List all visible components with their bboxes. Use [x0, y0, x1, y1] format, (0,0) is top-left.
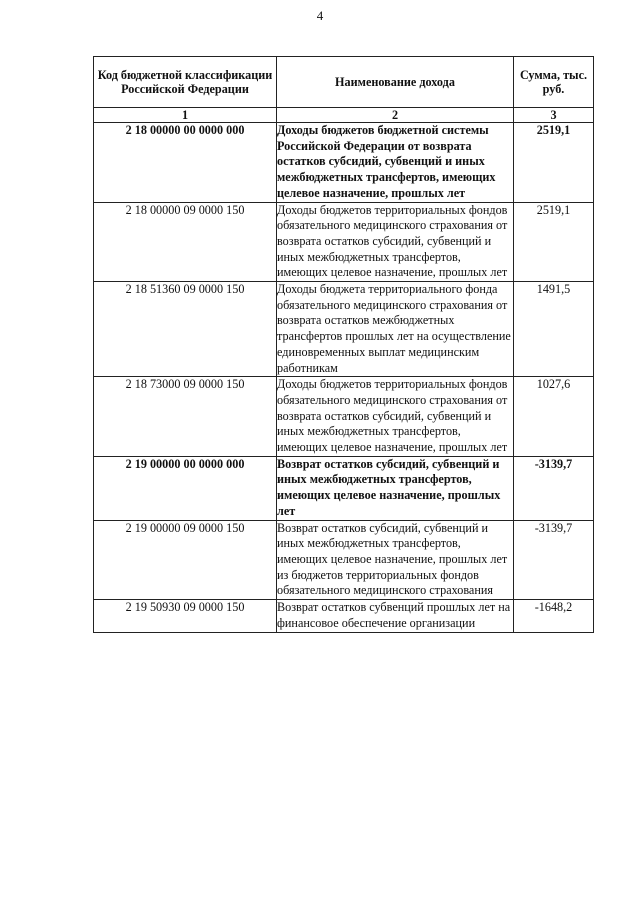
column-number: 3	[514, 108, 594, 123]
table-row	[94, 202, 594, 282]
table-row	[94, 123, 594, 203]
row-code: 2 19 50930 09 0000 150	[94, 600, 277, 632]
row-name: Доходы бюджета территориального фонда обязательного медицинского страхования от возврата остатков межбюджетных трансфертов прошлых лет на осуществление единовременных выплат медицинским работникам	[277, 282, 514, 377]
row-amount: -1648,2	[514, 600, 594, 632]
row-name: Доходы бюджетов территориальных фондов обязательного медицинского страхования от возврата остатков субсидий, субвенций и иных межбюджетных трансфертов, имеющих целевое назначение, прошлых лет	[277, 377, 514, 457]
row-code: 2 18 51360 09 0000 150	[94, 282, 277, 377]
row-name: Доходы бюджетов бюджетной системы Российской Федерации от возврата остатков субсидий, субвенций и иных межбюджетных трансфертов, имеющих целевое назначение, прошлых лет	[277, 123, 514, 203]
header-name: Наименование дохода	[277, 57, 514, 108]
table-row	[94, 282, 594, 377]
table-row	[94, 456, 594, 520]
column-number-row	[94, 108, 594, 123]
row-amount: 1027,6	[514, 377, 594, 457]
row-code: 2 18 73000 09 0000 150	[94, 377, 277, 457]
page-number: 4	[316, 8, 324, 23]
row-amount: 2519,1	[514, 202, 594, 282]
table-row	[94, 520, 594, 600]
column-number: 1	[94, 108, 277, 123]
header-amount: Сумма, тыс. руб.	[514, 57, 594, 108]
header-code: Код бюджетной классификации Российской Федерации	[94, 57, 277, 108]
column-number: 2	[277, 108, 514, 123]
row-code: 2 18 00000 00 0000 000	[94, 123, 277, 203]
row-amount: 1491,5	[514, 282, 594, 377]
row-code: 2 19 00000 00 0000 000	[94, 456, 277, 520]
row-code: 2 19 00000 09 0000 150	[94, 520, 277, 600]
row-amount: -3139,7	[514, 456, 594, 520]
row-name: Возврат остатков субсидий, субвенций и иных межбюджетных трансфертов, имеющих целевое назначение, прошлых лет	[277, 456, 514, 520]
row-code: 2 18 00000 09 0000 150	[94, 202, 277, 282]
table-header-row	[94, 57, 594, 108]
revenue-table	[93, 56, 594, 633]
row-name: Доходы бюджетов территориальных фондов обязательного медицинского страхования от возврата остатков субсидий, субвенций и иных межбюджетных трансфертов, имеющих целевое назначение, прошлых лет	[277, 202, 514, 282]
table-row	[94, 377, 594, 457]
table-row	[94, 600, 594, 632]
row-amount: -3139,7	[514, 520, 594, 600]
row-name: Возврат остатков субвенций прошлых лет на финансовое обеспечение организации	[277, 600, 514, 632]
row-name: Возврат остатков субсидий, субвенций и иных межбюджетных трансфертов, имеющих целевое назначение, прошлых лет из бюджетов территориальных фондов обязательного медицинского страхования	[277, 520, 514, 600]
row-amount: 2519,1	[514, 123, 594, 203]
